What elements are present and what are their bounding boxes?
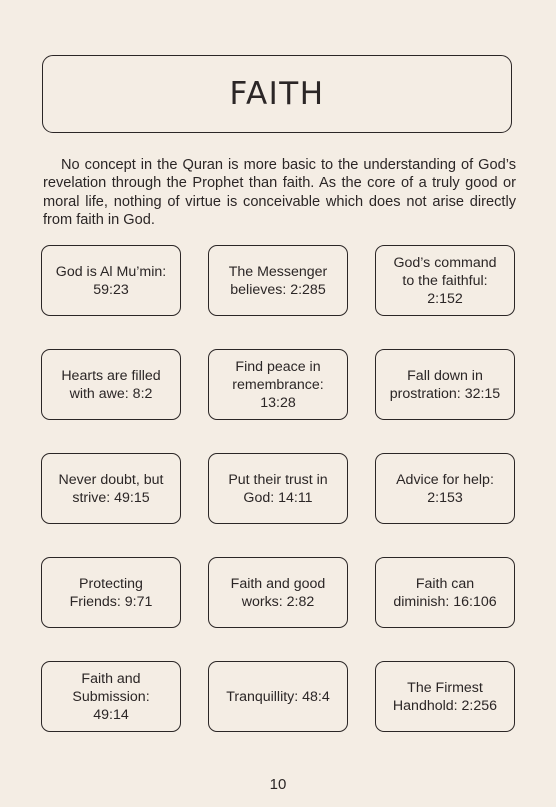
verse-card[interactable]: God is Al Mu’min: 59:23 xyxy=(41,245,181,316)
verse-card[interactable]: Faith and Submission: 49:14 xyxy=(41,661,181,732)
verse-card-grid xyxy=(41,245,516,727)
verse-card[interactable]: Faith can diminish: 16:106 xyxy=(375,557,515,628)
verse-card[interactable]: God’s command to the faithful: 2:152 xyxy=(375,245,515,316)
page-title: FAITH xyxy=(229,76,325,112)
verse-card[interactable]: The Firmest Handhold: 2:256 xyxy=(375,661,515,732)
verse-card[interactable]: Fall down in prostration: 32:15 xyxy=(375,349,515,420)
verse-card[interactable]: Put their trust in God: 14:11 xyxy=(208,453,348,524)
verse-card[interactable]: The Messenger believes: 2:285 xyxy=(208,245,348,316)
verse-card[interactable]: Never doubt, but strive: 49:15 xyxy=(41,453,181,524)
verse-card[interactable]: Faith and good works: 2:82 xyxy=(208,557,348,628)
verse-card[interactable]: Protecting Friends: 9:71 xyxy=(41,557,181,628)
verse-card[interactable]: Find peace in remembrance: 13:28 xyxy=(208,349,348,420)
title-box xyxy=(42,55,512,133)
verse-card[interactable]: Tranquillity: 48:4 xyxy=(208,661,348,732)
verse-card[interactable]: Hearts are filled with awe: 8:2 xyxy=(41,349,181,420)
page-number: 10 xyxy=(269,776,287,793)
intro-paragraph: No concept in the Quran is more basic to the understanding of God’s revelation through the Prophet than faith. As the core of a truly good or moral life, nothing of virtue is conceivable which does not arise directly from faith in God. xyxy=(43,157,516,229)
verse-card[interactable]: Advice for help: 2:153 xyxy=(375,453,515,524)
